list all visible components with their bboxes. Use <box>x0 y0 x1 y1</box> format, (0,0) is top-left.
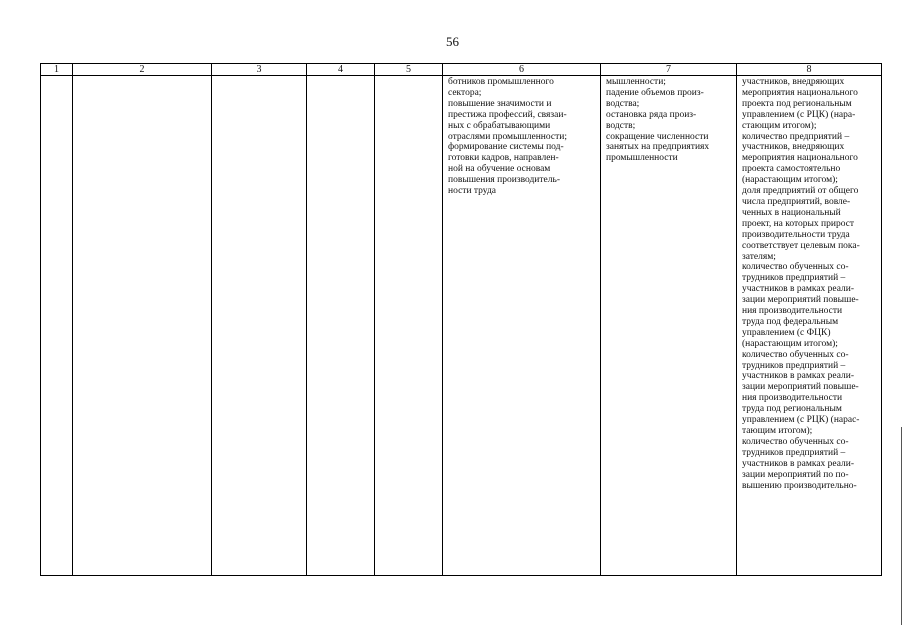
cell-risks <box>601 76 737 576</box>
page-number: 56 <box>446 34 459 49</box>
cell-indicators-text: участников, внедряющих мероприятия национального проекта под региональным управлением (с РЦК) (нара- стающим итогом); количество предприятий – участников, внедряющих мероприятия национального проекта самостоятельно (нарастающим итогом); доля предприятий от общего числа предприятий, вовле- ченных в национальный проект, на которых прирост производительности труда соответствует целевым пока- зателям; количество обученных со- трудников предприятий – участников в рамках реали- зации мероприятий повыше- ния производительности труда под федеральным управлением (с ФЦК) (нарастающим итогом); количество обученных со- трудников предприятий – участников в рамках реали- зации мероприятий повыше- ния производительности труда под региональным управлением (с РЦК) (нарас- тающим итогом); количество обученных со- трудников предприятий – участников в рамках реали- зации мероприятий по по- вышению производительно- <box>742 77 860 491</box>
column-number-row <box>41 64 882 76</box>
cell-col-4-text <box>307 76 374 77</box>
column-header-4: 4 <box>307 64 375 76</box>
column-header-5: 5 <box>375 64 443 76</box>
cell-risks-text: мышленности; падение объемов произ- водства; остановка ряда произ- водств; сокращение численности занятых на предприятиях промышленности <box>606 77 710 164</box>
cell-col-1 <box>41 76 73 576</box>
column-header-1: 1 <box>41 64 73 76</box>
column-header-6: 6 <box>443 64 601 76</box>
cell-col-5 <box>375 76 443 576</box>
column-header-7: 7 <box>601 64 737 76</box>
column-header-8: 8 <box>737 64 882 76</box>
cell-indicators <box>737 76 882 576</box>
cell-col-3-text <box>212 76 306 77</box>
column-header-3: 3 <box>212 64 307 76</box>
document-table <box>40 63 882 576</box>
cell-col-2 <box>73 76 212 576</box>
column-header-2: 2 <box>73 64 212 76</box>
cell-col-2-text <box>73 76 211 77</box>
table-row <box>41 76 882 576</box>
scan-edge-line <box>901 427 902 625</box>
cell-col-4 <box>307 76 375 576</box>
cell-col-1-text <box>41 76 72 77</box>
cell-col-3 <box>212 76 307 576</box>
cell-measures <box>443 76 601 576</box>
cell-col-5-text <box>375 76 442 77</box>
cell-measures-text: ботников промышленного сектора; повышение значимости и престижа профессий, связаи- ных с обрабатывающими отраслями промышленности; формирование системы под- готовки кадров, направлен- ной на обучение основам повышения производитель- ности труда <box>448 77 567 197</box>
